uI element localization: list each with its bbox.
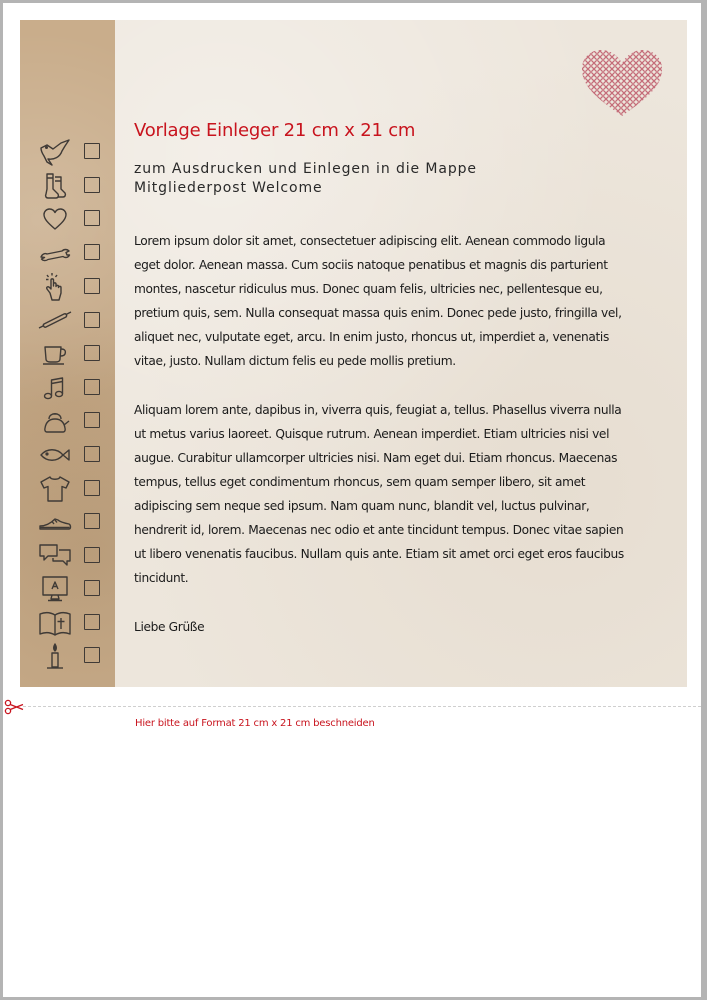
sidebar-row-candle <box>36 641 106 671</box>
checkbox-speech[interactable] <box>84 547 100 563</box>
icon-sidebar <box>20 20 115 687</box>
checkbox-cup[interactable] <box>84 345 100 361</box>
body-text <box>134 229 634 639</box>
document-title: Vorlage Einleger 21 cm x 21 cm <box>134 120 416 141</box>
candle-icon <box>38 641 72 671</box>
sidebar-row-kettle <box>36 406 106 436</box>
monitor-icon <box>38 574 72 604</box>
sidebar-row-rolling-pin <box>36 306 106 336</box>
checkbox-bible[interactable] <box>84 614 100 630</box>
subtitle-line-1: zum Ausdrucken und Einlegen in die Mappe <box>134 161 477 177</box>
checkbox-wrench[interactable] <box>84 244 100 260</box>
sidebar-row-dove <box>36 137 106 167</box>
checkbox-dove[interactable] <box>84 143 100 159</box>
sidebar-row-music <box>36 373 106 403</box>
bible-icon <box>38 608 72 638</box>
sidebar-row-bible <box>36 608 106 638</box>
insert-card <box>20 20 687 687</box>
sidebar-row-cup <box>36 339 106 369</box>
heart-icon <box>38 204 72 234</box>
cup-icon <box>38 339 72 369</box>
sidebar-row-pointer <box>36 272 106 302</box>
checkbox-kettle[interactable] <box>84 412 100 428</box>
subtitle-line-2: Mitgliederpost Welcome <box>134 180 323 196</box>
paragraph-1: Lorem ipsum dolor sit amet, consectetuer adipiscing elit. Aenean commodo ligula eget dolor. Aenean massa. Cum sociis natoque penatibus et magnis dis parturient montes, nascetur ridiculus mus. Donec quam felis, ultricies nec, pellentesque eu, pretium quis, sem. Nulla consequat massa quis enim. Donec pede justo, fringilla vel, aliquet nec, vulputate eget, arcu. In enim justo, rhoncus ut, imperdiet a, venenatis vitae, justo. Nullam dictum felis eu pede mollis pretium. <box>134 234 622 368</box>
checkbox-pointer[interactable] <box>84 278 100 294</box>
tshirt-icon <box>38 474 72 504</box>
checkbox-tshirt[interactable] <box>84 480 100 496</box>
socks-icon <box>38 171 72 201</box>
cut-instruction: Hier bitte auf Format 21 cm x 21 cm beschneiden <box>135 718 375 729</box>
sidebar-row-tshirt <box>36 474 106 504</box>
paragraph-2: Aliquam lorem ante, dapibus in, viverra quis, feugiat a, tellus. Phasellus viverra nulla ut metus varius laoreet. Quisque rutrum. Aenean imperdiet. Etiam ultricies nisi vel augue. Curabitur ullamcorper ultricies nisi. Nam eget dui. Etiam rhoncus. Maecenas tempus, tellus eget condimentum rhoncus, sem quam semper libero, sit amet adipiscing sem neque sed ipsum. Nam quam nunc, blandit vel, luctus pulvinar, hendrerit id, lorem. Maecenas nec odio et ante tincidunt tempus. Donec vitae sapien ut libero venenatis faucibus. Nullam quis ante. Etiam sit amet orci eget eros faucibus tincidunt. <box>134 403 624 585</box>
sidebar-row-socks <box>36 171 106 201</box>
speech-bubbles-icon <box>38 541 72 571</box>
cut-line <box>23 706 701 707</box>
dove-icon <box>38 137 72 167</box>
print-page <box>3 3 701 997</box>
kettle-icon <box>38 406 72 436</box>
document-subtitle <box>134 160 477 198</box>
rolling-pin-icon <box>38 306 72 336</box>
sidebar-row-heart <box>36 204 106 234</box>
cross-stitch-heart-icon <box>579 48 665 118</box>
checkbox-candle[interactable] <box>84 647 100 663</box>
checkbox-rolling-pin[interactable] <box>84 312 100 328</box>
sidebar-row-wrench <box>36 238 106 268</box>
sidebar-row-sneaker <box>36 507 106 537</box>
checkbox-heart[interactable] <box>84 210 100 226</box>
wrench-icon <box>38 238 72 268</box>
scissors-icon <box>4 699 24 715</box>
music-notes-icon <box>38 373 72 403</box>
checkbox-monitor[interactable] <box>84 580 100 596</box>
sidebar-row-monitor <box>36 574 106 604</box>
pointer-hand-icon <box>38 272 72 302</box>
checkbox-socks[interactable] <box>84 177 100 193</box>
sidebar-row-fish <box>36 440 106 470</box>
checkbox-fish[interactable] <box>84 446 100 462</box>
fish-icon <box>38 440 72 470</box>
checkbox-sneaker[interactable] <box>84 513 100 529</box>
closing-greeting: Liebe Grüße <box>134 620 205 634</box>
sneaker-icon <box>38 507 72 537</box>
checkbox-music[interactable] <box>84 379 100 395</box>
sidebar-row-speech <box>36 541 106 571</box>
